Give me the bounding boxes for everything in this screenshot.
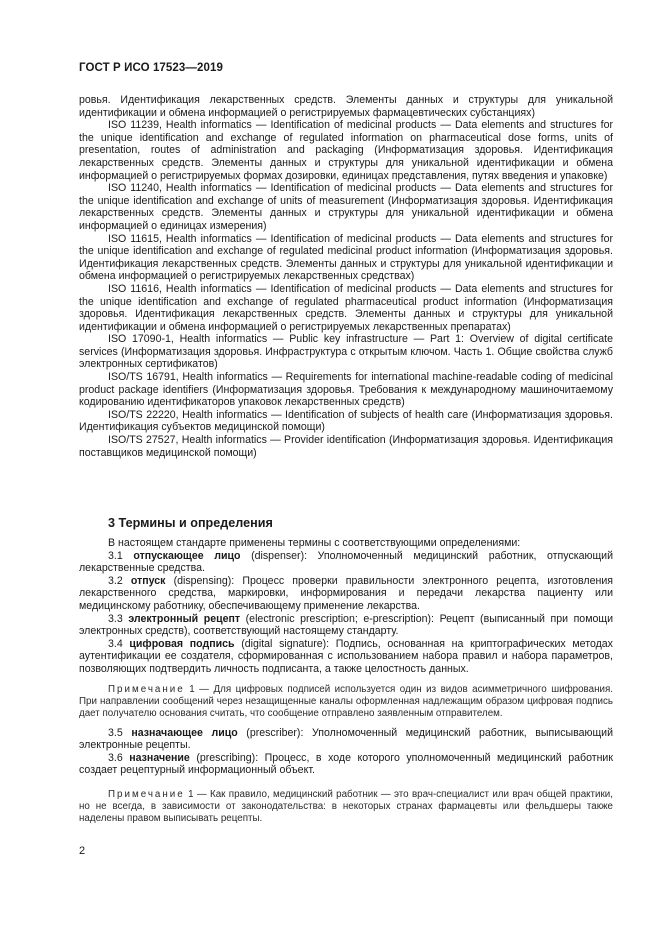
term-definition	[79, 550, 613, 575]
term-definition	[79, 613, 613, 638]
reference-item: ISO/TS 16791, Health informatics — Requirements for international machine-readable coding of medicinal product package identifiers (Информатизация здоровья. Требования к международному машиночитаемому кодированию идентификаторов упаковок лекарственных средств)	[79, 371, 613, 409]
reference-item: ISO/TS 27527, Health informatics — Provider identification (Информатизация здоровья. Идентификация поставщиков медицинской помощи)	[79, 434, 613, 459]
reference-item: ISO 17090-1, Health informatics — Public key infrastructure — Part 1: Overview of digital certificate services (Информатизация здоровья. Инфраструктура с открытым ключом. Часть 1. Общие свойства служб электронных сертификатов)	[79, 333, 613, 371]
section-intro: В настоящем стандарте применены термины с соответствующими определениями:	[108, 537, 521, 549]
note-text: 1 — Как правило, медицинский работник — это врач-специалист или врач общей практики, но не всегда, в зависимости от законодательства: в некоторых странах фармацевты или фельдшеры также наделены правом выписывать рецепты.	[79, 788, 613, 824]
term-number: 3.2	[108, 574, 123, 587]
terms-section	[79, 537, 613, 825]
section-heading: 3 Термины и определения	[108, 516, 273, 530]
term-text: (dispensing): Процесс проверки правильности электронного рецепта, изготовления лекарственного средства, маркировки, информирования и передачи лекарства пациенту или медицинскому работнику, обеспечивающему применение лекарства.	[79, 574, 613, 612]
term-text: (digital signature): Подпись, основанная на криптографических методах аутентификации ее создателя, сформированная с использованием набора правил и набора параметров, позволяющих подтвердить личность подписанта, а также целостность данных.	[79, 637, 613, 675]
term-name: назначающее лицо	[131, 726, 238, 739]
term-number: 3.5	[108, 726, 123, 739]
term-name: назначение	[129, 751, 190, 764]
reference-item: ISO 11239, Health informatics — Identification of medicinal products — Data elements and structures for the unique identification and exchange of regulated information on pharmaceutical dose forms, units of presentation, routes of administration and packaging (Информатизация здоровья. Идентификация лекарственных средств. Элементы данных и структуры для уникальной идентификации и обмена информацией о регистрируемых формах дозировки, единицах представления, путях введения и упаковке)	[79, 119, 613, 182]
normative-references	[79, 94, 613, 459]
term-number: 3.3	[108, 612, 123, 625]
note-label: Примечание	[108, 683, 185, 695]
term-definition	[79, 638, 613, 676]
reference-item: ISO 11616, Health informatics — Identification of medicinal products — Data elements and structures for the unique identification and exchange of regulated pharmaceutical product information (Информатизация здоровья. Идентификация лекарственных средств. Элементы данных и структуры для уникальной идентификации и обмена информацией о регистрируемых лекарственных препаратах)	[79, 282, 613, 333]
document-header: ГОСТ Р ИСО 17523—2019	[79, 62, 224, 74]
term-number: 3.4	[108, 637, 123, 650]
term-definition	[79, 752, 613, 777]
term-text: (prescriber): Уполномоченный медицинский работник, выписывающий электронные рецепты.	[79, 726, 614, 752]
term-number: 3.1	[108, 549, 123, 562]
term-text: (electronic prescription; e-prescription): Рецепт (выписанный при помощи электронных средств), соответствующий настоящему стандарту.	[79, 612, 614, 638]
term-name: электронный рецепт	[128, 612, 241, 625]
note-text: 1 — Для цифровых подписей используется один из видов асимметричного шифрования. При направлении сообщений через незащищенные каналы оформленная надлежащим образом цифровая подпись дает получателю основания считать, что сообщение отправлено заявленным отправителем.	[79, 683, 613, 719]
term-name: отпуск	[130, 574, 166, 587]
note-label: Примечание	[108, 788, 185, 800]
term-name: цифровая подпись	[129, 637, 235, 650]
term-text: (prescribing): Процесс, в ходе которого уполномоченный медицинский работник создает рецептурный информационный объект.	[79, 751, 613, 777]
term-text: (dispenser): Уполномоченный медицинский работник, отпускающий лекарственные средства.	[79, 549, 613, 575]
page-number: 2	[79, 845, 86, 857]
term-definition	[79, 727, 613, 752]
reference-item: ISO 11615, Health informatics — Identification of medicinal products — Data elements and structures for the unique identification and exchange of regulated medicinal product information (Информатизация здоровья. Идентификация лекарственных средств. Элементы данных и структуры для уникальной идентификации и обмена информацией о регистрируемых лекарственных средствах)	[79, 232, 613, 283]
reference-item: ISO 11240, Health informatics — Identification of medicinal products — Data elements and structures for the unique identification and exchange of units of measurement (Информатизация здоровья. Идентификация лекарственных средств. Элементы данных и структуры для уникальной идентификации и обмена информацией о единицах измерения)	[79, 182, 613, 232]
term-number: 3.6	[108, 751, 123, 764]
term-name: отпускающее лицо	[133, 549, 241, 562]
note	[79, 684, 613, 720]
reference-item: ISO/TS 22220, Health informatics — Identification of subjects of health care (Информатизация здоровья. Идентификация субъектов медицинской помощи)	[79, 408, 613, 434]
reference-continuation: ровья. Идентификация лекарственных средств. Элементы данных и структуры для уникальной идентификации и обмена информацией о регистрируемых фармацевтических субстанциях)	[79, 94, 613, 119]
note	[79, 789, 613, 825]
term-definition	[79, 575, 613, 613]
